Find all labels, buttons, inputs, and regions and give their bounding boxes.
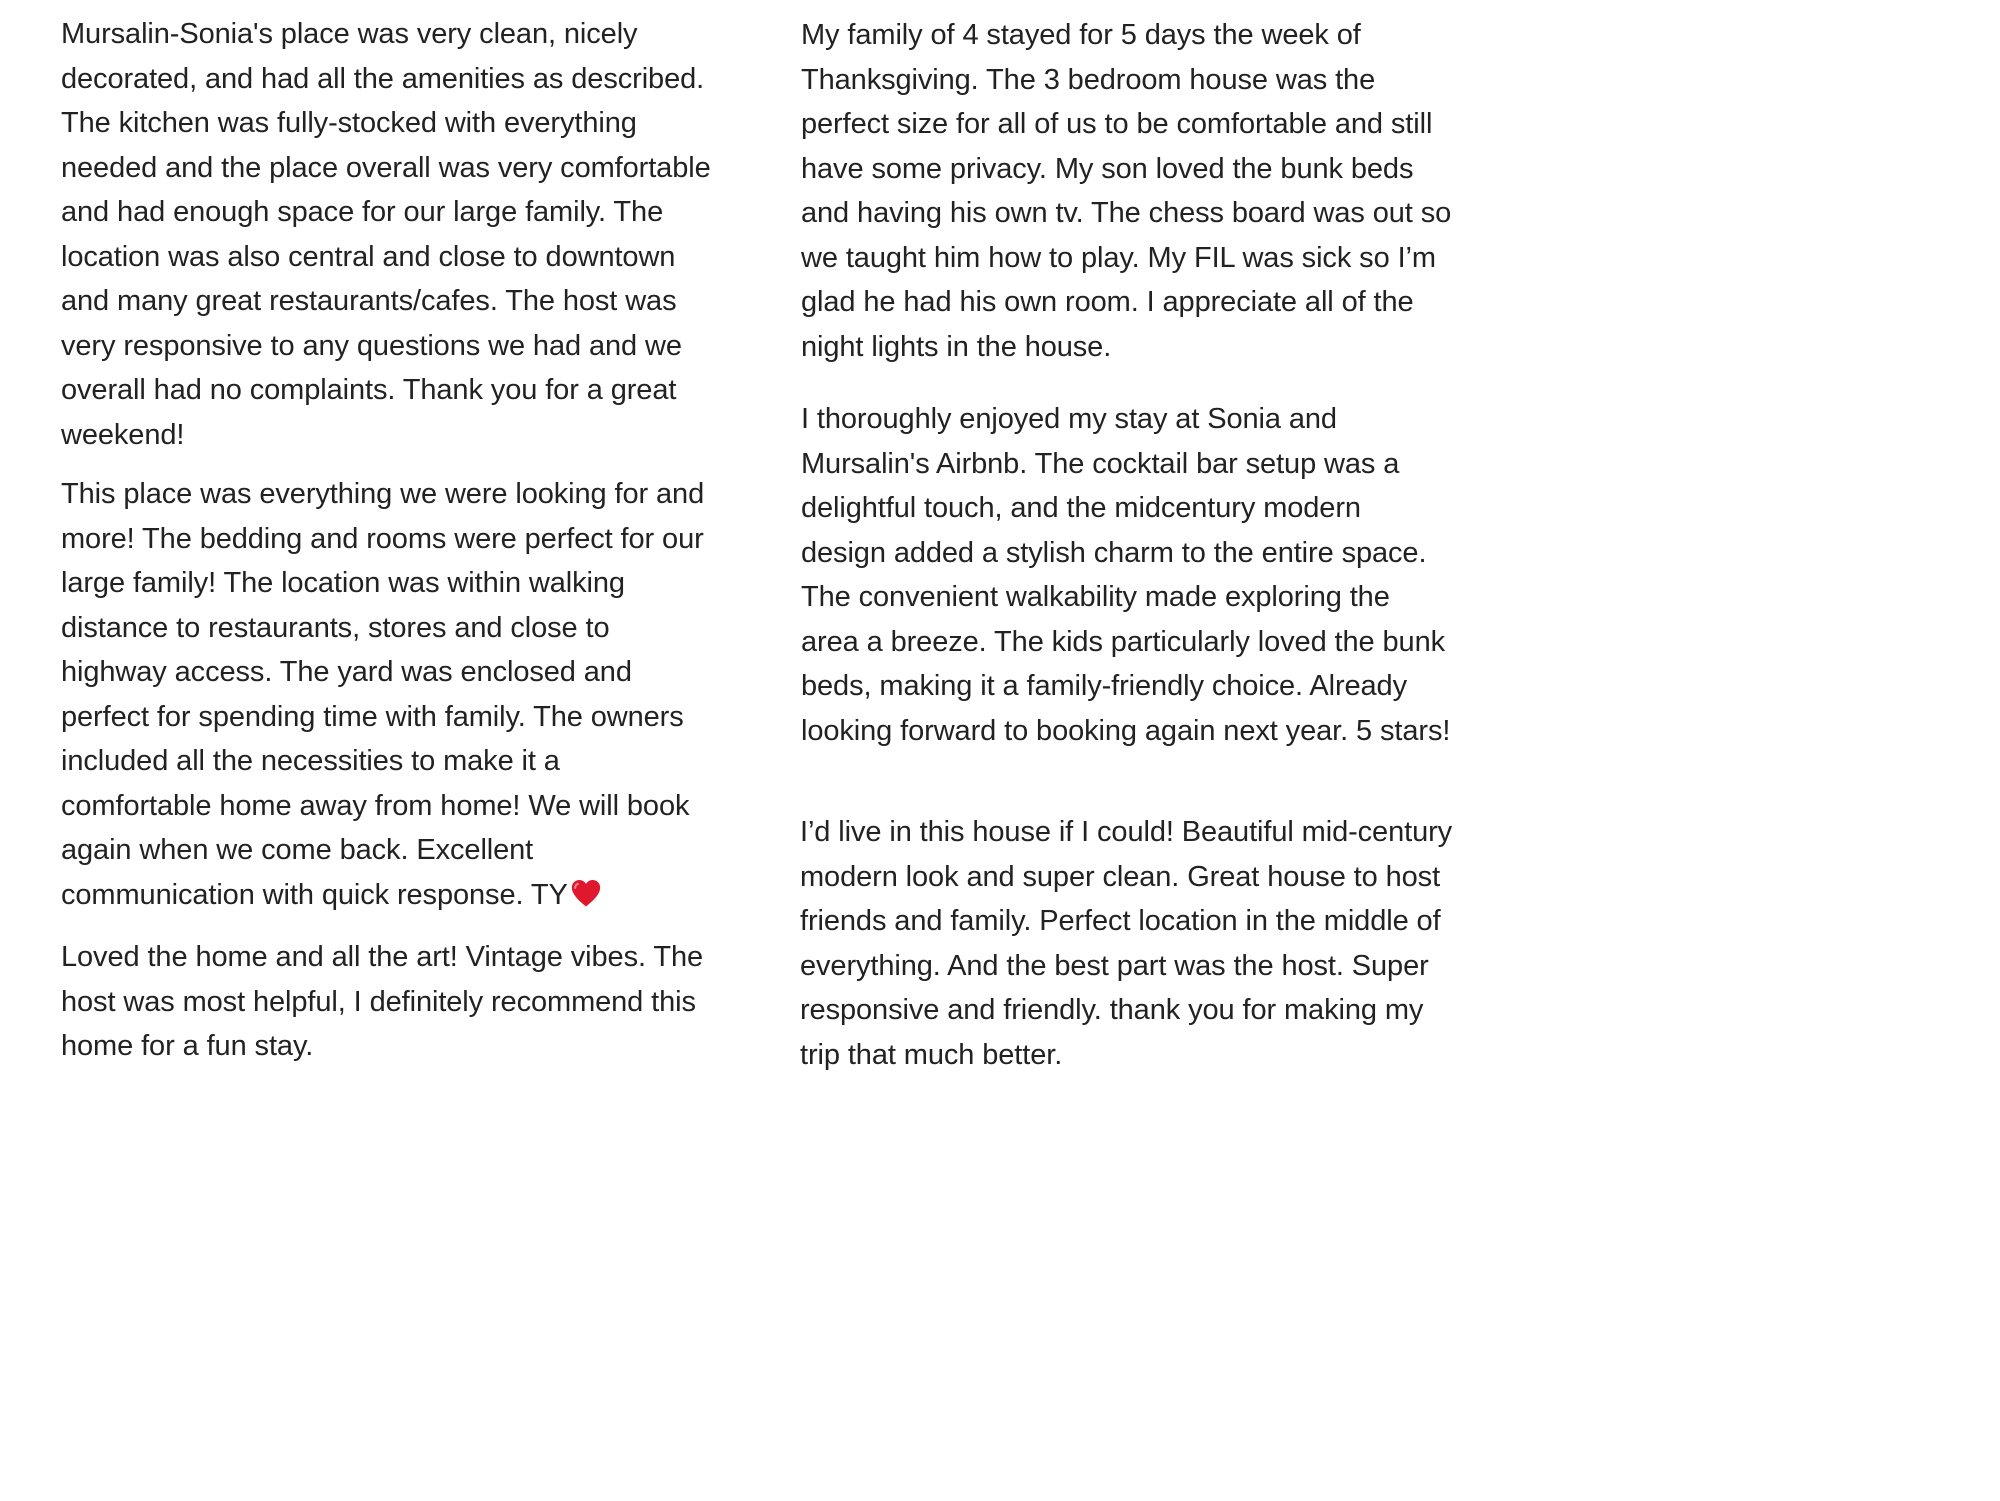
review-text-body: This place was everything we were looking for and more! The bedding and rooms were perfect for our large family! The location was within walking distance to restaurants, stores and close to highway access. The yard was enclosed and perfect for spending time with family. The owners included all the necessities to make it a comfortable home away from home! We will book again when we come back. Excellent communication with quick response. TY: [61, 478, 705, 911]
review-text: Mursalin-Sonia's place was very clean, nicely decorated, and had all the amenities as described. The kitchen was fully-stocked with everything needed and the place overall was very comfortable and had enough space for our large family. The location was also central and close to downtown and many great restaurants/cafes. The host was very responsive to any questions we had and we overall had no complaints. Thank you for a great weekend!: [61, 18, 711, 451]
review-text: [61, 472, 761, 917]
review-text: My family of 4 stayed for 5 days the week of Thanksgiving. The 3 bedroom house was the perfect size for all of us to be comfortable and still have some privacy. My son loved the bunk beds and having his own tv. The chess board was out so we taught him how to play. My FIL was sick so I’m glad he had his own room. I appreciate all of the night lights in the house.: [801, 19, 1452, 363]
red-heart-icon: [569, 876, 603, 910]
review-text: I thoroughly enjoyed my stay at Sonia and Mursalin's Airbnb. The cocktail bar setup was a delightful touch, and the midcentury modern design added a stylish charm to the entire space. The convenient walkability made exploring the area a breeze. The kids particularly loved the bunk beds, making it a family-friendly choice. Already looking forward to booking again next year. 5 stars!: [801, 403, 1451, 747]
review-text: Loved the home and all the art! Vintage vibes. The host was most helpful, I definitely recommend this home for a fun stay.: [61, 941, 704, 1062]
review-text: I’d live in this house if I could! Beautiful mid-century modern look and super clean. Great house to host friends and family. Perfect location in the middle of everything. And the best part was the host. Super responsive and friendly. thank you for making my trip that much better.: [800, 816, 1453, 1071]
